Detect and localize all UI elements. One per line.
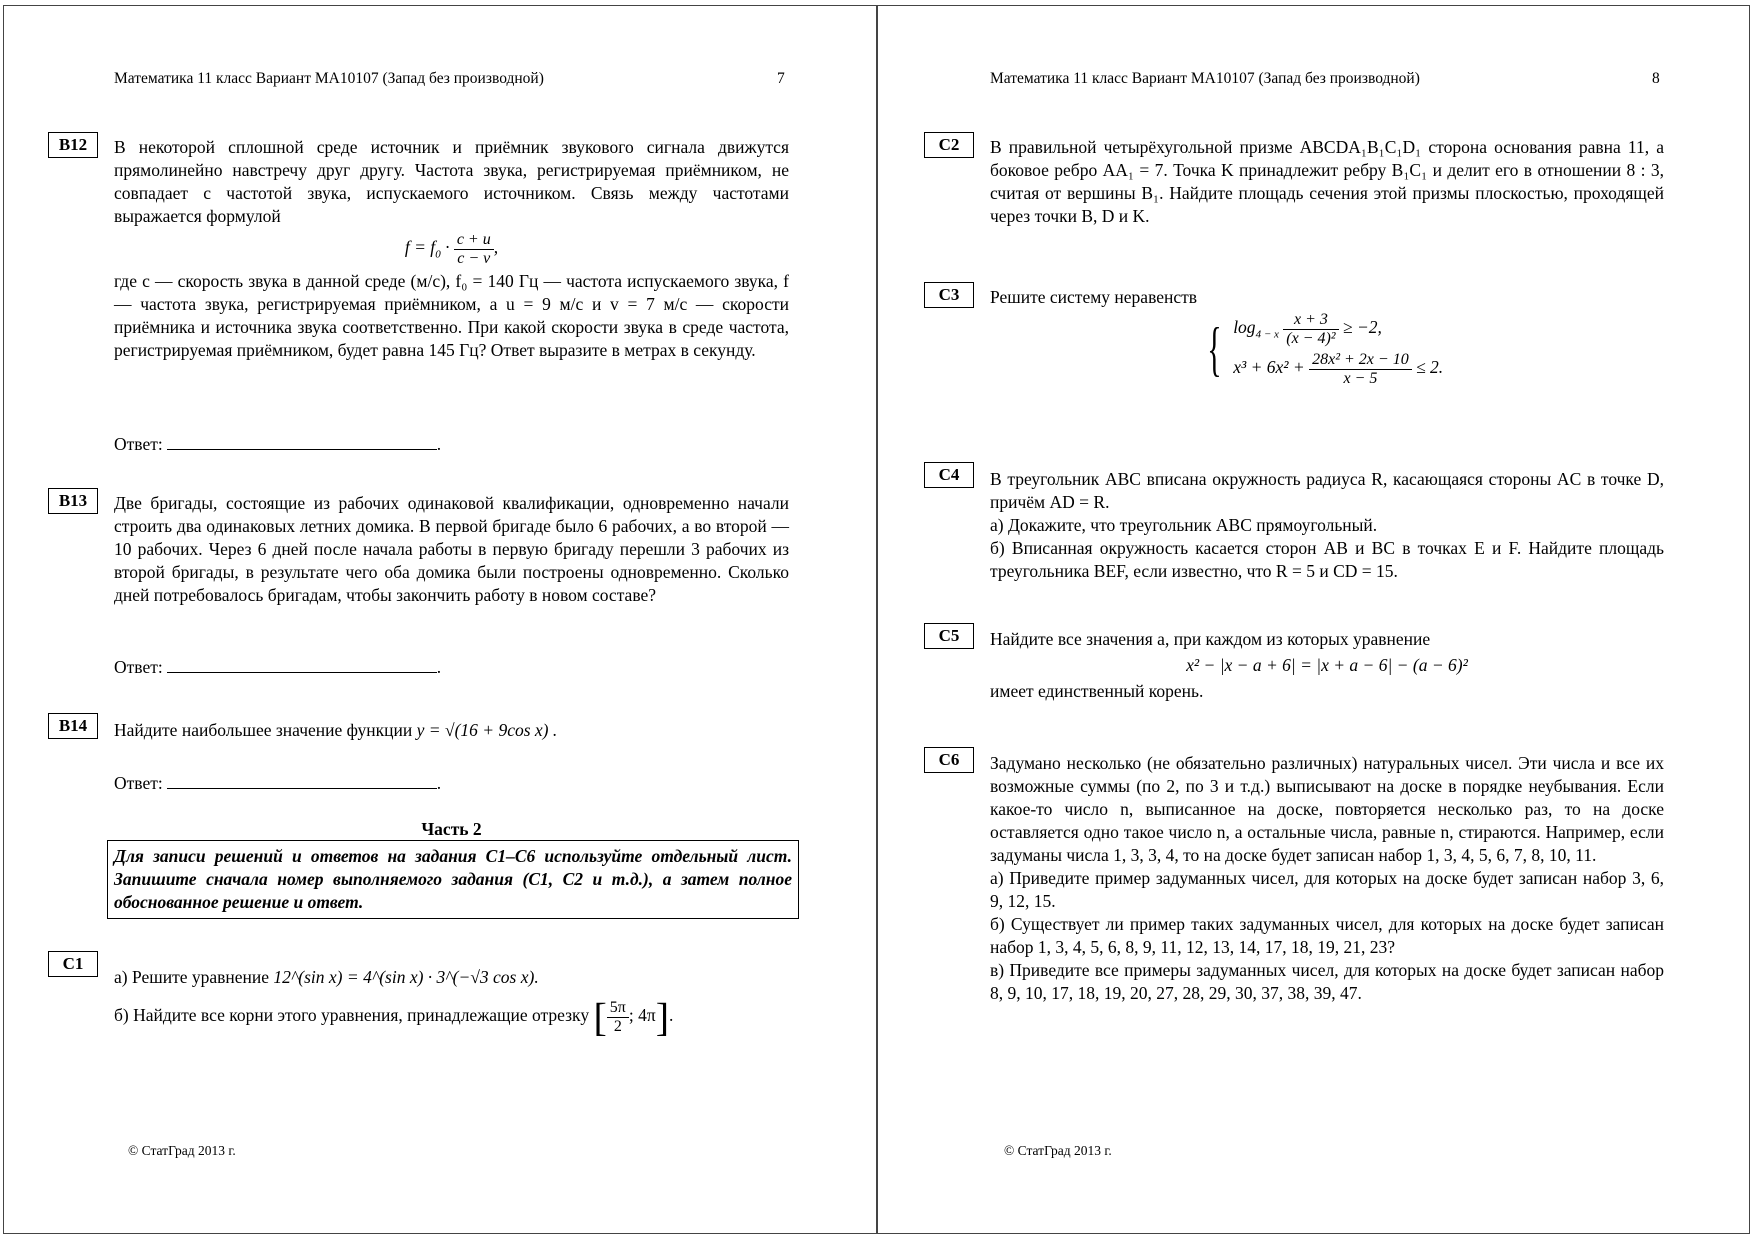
task-label-c1: C1	[48, 951, 98, 977]
part-2-title: Часть 2	[421, 819, 482, 839]
left-page	[3, 5, 877, 1234]
interval-numerator: 5π	[607, 999, 629, 1018]
task-c5-tail: имеет единственный корень.	[990, 681, 1204, 701]
task-c1-part-a: а) Решите уравнение	[114, 967, 270, 987]
task-label-b13: B13	[48, 488, 98, 514]
task-c6-part-c: в) Приведите все примеры задуманных чисел, для которых на доске будет записан набор 8, 9, 10, 17, 18, 19, 20, 27, 28, 29, 30, 37, 38, 39, 47.	[990, 960, 1664, 1003]
task-label-c3: C3	[924, 282, 974, 308]
task-b14-formula: y = √(16 + 9cos x) .	[416, 720, 558, 740]
footer-copyright: © СтатГрад 2013 г.	[128, 1143, 236, 1158]
left-brace-icon: {	[1207, 316, 1222, 383]
task-c6-part-b: б) Существует ли пример таких задуманных чисел, для которых на доске будет записан набор 1, 3, 4, 5, 6, 8, 9, 11, 12, 13, 14, 17, 18, 19, 21, 23?	[990, 914, 1664, 957]
formula-numerator: c + u	[454, 231, 494, 250]
task-c1-part-b: б) Найдите все корни этого уравнения, принадлежащие отрезку	[114, 1005, 590, 1026]
bracket-close-icon: ]	[655, 994, 670, 1040]
task-c5-formula: x² − |x − a + 6| = |x + a − 6| − (a − 6)²	[1186, 655, 1468, 675]
right-page	[877, 5, 1750, 1234]
task-label-c6: C6	[924, 747, 974, 773]
task-b12-formula: $f = f_0$ · $\frac{c + u}{c - v}$ ,	[404, 231, 499, 267]
task-b12-text: В некоторой сплошной среде источник и приёмник звукового сигнала движутся прямолинейно навстречу друг другу. Частота звука, регистрируемая приёмником, не совпадает с частотой звука, испускаемого источником. Связь между частотами выражается формулой	[114, 137, 789, 226]
answer-blank[interactable]	[167, 435, 437, 450]
task-c6-part-a: а) Приведите пример задуманных чисел, для которых на доске будет записан набор 3, 6, 9, 12, 15.	[990, 868, 1664, 911]
formula-sub: 0	[435, 248, 441, 261]
interval-denominator: 2	[613, 1017, 622, 1035]
part-2-instructions: Для записи решений и ответов на задания С1–С6 используйте отдельный лист. Запишите сначала номер выполняемого задания (С1, С2 и т.д.), а затем полное обоснованное решение и ответ.	[107, 840, 799, 919]
answer-end: .	[436, 773, 442, 793]
formula-denominator: c − v	[457, 249, 491, 267]
task-c4-part-b: б) Вписанная окружность касается сторон AB и BC в точках E и F. Найдите площадь треугольника BEF, если известно, что R = 5 и CD = 15.	[990, 538, 1664, 581]
running-header: Математика 11 класс Вариант МА10107 (Запад без производной)	[990, 70, 1420, 87]
task-label-c4: C4	[924, 462, 974, 488]
answer-label: Ответ:	[114, 434, 163, 454]
inequality-1: $\log_{4 - x}$ $\frac{x + 3}{\text{(x − 4)²}}$ ≥ −2,	[1233, 311, 1382, 347]
inequality-2: x³ + 6x² + $\frac{\text{28x² + 2x − 10}}{x - 5}$ ≤ 2.	[1233, 351, 1444, 387]
bracket-open-icon: [	[593, 994, 607, 1040]
task-c6-text: Задумано несколько (не обязательно различных) натуральных чисел. Эти числа и все их возможные суммы (по 2, по 3 и т.д.) выписывают на доске в порядке неубывания. Если какое-то число n, выписанное на доске, повторяется несколько раз, то на доске оставляется одно такое число n, а остальные числа, равные n, стираются. Например, если задуманы числа 1, 3, 3, 4, то на доске будет записан набор 1, 3, 4, 5, 6, 7, 8, 10, 11.	[990, 753, 1664, 865]
answer-blank[interactable]	[167, 774, 437, 789]
running-header: Математика 11 класс Вариант МА10107 (Запад без производной)	[114, 70, 544, 87]
task-c6	[990, 752, 1664, 1005]
task-b14	[114, 719, 789, 742]
task-c1: а) Решите уравнение 12^(sin x) = 4^(sin x) · 3^(−√3 cos x). б) Найдите все корни этого уравнения, принадлежащие отрезку [ $\frac{5\pi}{2}$ ; 4π].	[114, 967, 674, 1040]
answer-label: Ответ:	[114, 773, 163, 793]
task-c3	[990, 286, 1664, 387]
page-number: 7	[777, 70, 785, 87]
task-c2-text: В правильной четырёхугольной призме ABCDA₁B₁C₁D₁ сторона основания равна 11, а боковое ребро AA₁ = 7. Точка K принадлежит ребру B₁C₁ и делит его в отношении 8 : 3, считая от вершины B₁. Найдите площадь сечения этой призмы плоскостью, проходящей через точки B, D и K.	[990, 137, 1664, 226]
task-b14-text: Найдите наибольшее значение функции	[114, 720, 413, 740]
answer-end: .	[436, 657, 442, 677]
interval-fraction	[607, 999, 629, 1035]
task-label-b14: B14	[48, 713, 98, 739]
task-c5-text: Найдите все значения a, при каждом из которых уравнение	[990, 629, 1431, 649]
task-label-c2: C2	[924, 132, 974, 158]
footer-copyright: © СтатГрад 2013 г.	[1004, 1143, 1112, 1158]
task-b13-text: Две бригады, состоящие из рабочих одинаковой квалификации, одновременно начали строить два одинаковых летних домика. В первой бригаде было 6 рабочих, а во второй — 10 рабочих. Через 6 дней после начала работы в первую бригаду перешли 3 рабочих из второй бригады, в результате чего оба домика были построены одновременно. Сколько дней потребовалось бригадам, чтобы закончить работу в новом составе?	[114, 493, 789, 605]
task-label-c5: C5	[924, 623, 974, 649]
task-c3-text: Решите систему неравенств	[990, 287, 1198, 307]
answer-label: Ответ:	[114, 657, 163, 677]
task-c2	[990, 136, 1664, 228]
answer-blank[interactable]	[167, 658, 437, 673]
task-c4-text: В треугольник ABC вписана окружность радиуса R, касающаяся стороны AC в точке D, причём AD = R.	[990, 469, 1664, 512]
interval-rest: ; 4π	[628, 1005, 656, 1026]
task-label-b12: B12	[48, 132, 98, 158]
formula-lhs: f = f	[404, 237, 436, 258]
answer-b13	[114, 657, 441, 678]
page-number: 8	[1652, 70, 1660, 87]
formula-fraction	[454, 231, 494, 267]
task-b12-text-2: где c — скорость звука в данной среде (м/с), f₀ = 140 Гц — частота испускаемого звука, f — частота звука, регистрируемая приёмником, а u = 9 м/с и v = 7 м/с — скорости приёмника и источника звука соответственно. При какой скорости звука в среде частота, регистрируемая приёмником, будет равна 145 Гц? Ответ выразите в метрах в секунду.	[114, 271, 789, 361]
answer-end: .	[436, 434, 442, 454]
task-c4	[990, 468, 1664, 583]
task-b12	[114, 136, 789, 362]
answer-b12	[114, 434, 441, 455]
inequality-system	[1200, 311, 1664, 387]
task-c4-part-a: а) Докажите, что треугольник ABC прямоугольный.	[990, 515, 1378, 535]
answer-b14	[114, 773, 441, 794]
task-b13	[114, 492, 789, 607]
task-c1-formula: 12^(sin x) = 4^(sin x) · 3^(−√3 cos x).	[273, 967, 539, 987]
task-c5	[990, 628, 1664, 703]
